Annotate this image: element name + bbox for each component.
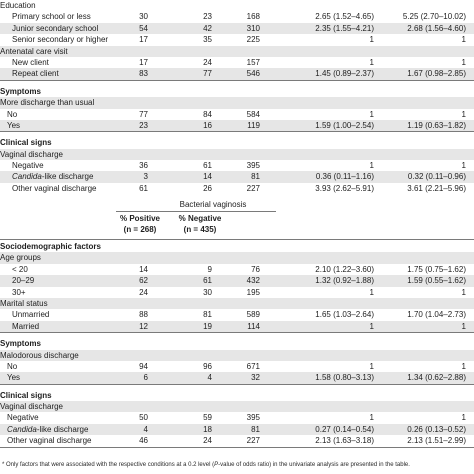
table-row — [0, 252, 474, 263]
cell-col-5: 1 — [461, 287, 466, 297]
cell-col-1: 4 — [143, 424, 148, 434]
table-row — [0, 401, 474, 412]
row-label: Senior secondary or higher — [12, 35, 109, 45]
cell-col-3: 168 — [246, 12, 260, 22]
cell-col-1: 14 — [139, 264, 148, 274]
cell-col-4: 1 — [369, 287, 374, 297]
cell-col-2: 24 — [203, 57, 212, 67]
cell-col-2: 4 — [207, 373, 212, 383]
cell-col-4: 1 — [369, 161, 374, 171]
row-label-rest: -like discharge — [36, 424, 89, 434]
table-row — [0, 361, 474, 372]
table-row — [0, 298, 474, 309]
cell-col-4: 1.45 (0.89–2.37) — [315, 69, 374, 79]
cell-col-4: 1 — [369, 413, 374, 423]
table-row — [0, 390, 474, 401]
row-label: Symptoms — [0, 339, 41, 349]
cell-col-1: 62 — [139, 276, 148, 286]
cell-col-4: 1 — [369, 361, 374, 371]
cell-col-2: 26 — [203, 183, 212, 193]
bacterial-vaginosis-header — [0, 199, 474, 241]
cell-col-5: 1 — [461, 161, 466, 171]
cell-col-3: 395 — [246, 161, 260, 171]
cell-col-1: 12 — [139, 321, 148, 331]
row-label: Marital status — [0, 298, 48, 308]
cell-col-3: 227 — [246, 183, 260, 193]
cell-col-3: 76 — [251, 264, 260, 274]
cell-col-4: 1.65 (1.03–2.64) — [315, 310, 374, 320]
cell-col-3: 671 — [246, 361, 260, 371]
table-row — [0, 241, 474, 252]
table-row — [0, 412, 474, 423]
table-row — [0, 372, 474, 383]
row-label-italic: Candida — [12, 172, 42, 182]
row-label: Negative — [12, 161, 44, 171]
cell-col-4: 1 — [369, 321, 374, 331]
bv-positive-header — [112, 213, 168, 235]
table-row — [0, 11, 474, 22]
table-row — [0, 23, 474, 34]
cell-col-3: 81 — [251, 424, 260, 434]
table-row — [0, 424, 474, 435]
cell-col-3: 310 — [246, 23, 260, 33]
cell-col-4: 1.58 (0.80–3.13) — [315, 373, 374, 383]
row-label: 30+ — [12, 287, 26, 297]
cell-col-5: 1.19 (0.63–1.82) — [407, 120, 466, 130]
cell-col-1: 23 — [139, 120, 148, 130]
cell-col-4: 2.35 (1.55–4.21) — [315, 23, 374, 33]
table-row — [0, 0, 474, 11]
cell-col-5: 1 — [461, 321, 466, 331]
table-row — [0, 109, 474, 120]
footnote-prefix: * Only factors that were associated with the respective conditions at a 0.2 level ( — [2, 462, 215, 468]
table-row — [0, 34, 474, 45]
row-label: New client — [12, 57, 49, 67]
cell-col-5: 5.25 (2.70–10.02) — [402, 12, 466, 22]
table-row — [0, 46, 474, 57]
cell-col-5: 1 — [461, 361, 466, 371]
row-label-rest: -like discharge — [41, 172, 94, 182]
table-row — [0, 97, 474, 108]
cell-col-5: 2.13 (1.51–2.99) — [407, 436, 466, 446]
table-row — [0, 120, 474, 131]
table-row — [0, 137, 474, 148]
row-label: 20–29 — [12, 276, 35, 286]
table-row — [0, 68, 474, 79]
cell-col-1: 30 — [139, 12, 148, 22]
cell-col-1: 88 — [139, 310, 148, 320]
cell-col-1: 17 — [139, 57, 148, 67]
table-row — [0, 309, 474, 320]
cell-col-2: 16 — [203, 120, 212, 130]
row-label: No — [7, 109, 18, 119]
cell-col-4: 1 — [369, 57, 374, 67]
row-label: Malodorous discharge — [0, 350, 79, 360]
footnote-italic: P — [214, 462, 219, 468]
table-footnote — [2, 461, 474, 470]
table-row — [0, 287, 474, 298]
bv-positive-n: (n = 268) — [123, 225, 157, 234]
cell-col-5: 1 — [461, 35, 466, 45]
cell-col-2: 59 — [203, 413, 212, 423]
bv-negative-n: (n = 435) — [183, 225, 217, 234]
cell-col-3: 395 — [246, 413, 260, 423]
row-label: Repeat client — [12, 69, 59, 79]
row-label: Education — [0, 1, 36, 10]
cell-col-2: 9 — [207, 264, 212, 274]
cell-col-2: 81 — [203, 310, 212, 320]
row-label — [12, 171, 93, 182]
cell-col-2: 96 — [203, 361, 212, 371]
table-row — [0, 171, 474, 182]
bv-title-rule — [116, 211, 276, 212]
cell-col-5: 1.67 (0.98–2.85) — [407, 69, 466, 79]
cell-col-3: 119 — [247, 120, 260, 130]
row-label: Clinical signs — [0, 390, 52, 400]
table-row — [0, 86, 474, 97]
cell-col-1: 54 — [139, 23, 148, 33]
bv-positive-label: % Positive — [119, 214, 160, 223]
table-row — [0, 435, 474, 447]
table-row — [0, 321, 474, 332]
cell-col-3: 195 — [246, 287, 260, 297]
row-label-italic: Candida — [7, 424, 37, 434]
row-label: Age groups — [0, 253, 41, 263]
cell-col-5: 1.59 (0.55–1.62) — [407, 276, 466, 286]
cell-col-1: 46 — [139, 436, 148, 446]
cell-col-1: 17 — [139, 35, 148, 45]
table-row — [0, 350, 474, 361]
bv-negative-label: % Negative — [178, 214, 222, 223]
cell-col-5: 1 — [461, 57, 466, 67]
cell-col-3: 589 — [246, 310, 260, 320]
row-label: Negative — [7, 413, 39, 423]
cell-col-1: 94 — [139, 361, 148, 371]
table-row — [0, 338, 474, 349]
cell-col-5: 1.75 (0.75–1.62) — [407, 264, 466, 274]
cell-col-4: 1.32 (0.92–1.88) — [315, 276, 374, 286]
cell-col-5: 3.61 (2.21–5.96) — [407, 183, 466, 193]
cell-col-2: 30 — [203, 287, 212, 297]
cell-col-5: 1 — [461, 413, 466, 423]
row-label: Other vaginal discharge — [7, 436, 92, 446]
cell-col-4: 1.59 (1.00–2.54) — [315, 120, 374, 130]
cell-col-3: 227 — [246, 436, 260, 446]
cell-col-5: 0.26 (0.13–0.52) — [407, 424, 466, 434]
row-label: More discharge than usual — [0, 98, 95, 108]
cell-col-3: 225 — [246, 35, 260, 45]
table-bottom-section — [0, 241, 474, 448]
cell-col-1: 6 — [143, 373, 148, 383]
cell-col-3: 81 — [251, 172, 260, 182]
row-label: Clinical signs — [0, 138, 52, 148]
cell-col-2: 19 — [203, 321, 212, 331]
cell-col-2: 23 — [203, 12, 212, 22]
row-label — [7, 424, 88, 435]
cell-col-4: 0.27 (0.14–0.54) — [315, 424, 374, 434]
row-label: No — [7, 361, 18, 371]
cell-col-2: 61 — [203, 276, 212, 286]
cell-col-2: 18 — [203, 424, 212, 434]
row-label: Vaginal discharge — [0, 149, 64, 159]
cell-col-4: 3.93 (2.62–5.91) — [315, 183, 374, 193]
cell-col-2: 61 — [203, 161, 212, 171]
cell-col-1: 36 — [139, 161, 148, 171]
bv-header-rule — [0, 239, 474, 240]
cell-col-1: 61 — [139, 183, 148, 193]
row-label: Yes — [7, 373, 21, 383]
cell-col-1: 83 — [139, 69, 148, 79]
table-row — [0, 57, 474, 68]
row-label: < 20 — [12, 264, 28, 274]
row-label: Sociodemographic factors — [0, 242, 101, 251]
table-row — [0, 275, 474, 286]
cell-col-1: 24 — [139, 287, 148, 297]
cell-col-3: 546 — [246, 69, 260, 79]
cell-col-3: 32 — [251, 373, 260, 383]
cell-col-2: 84 — [203, 109, 212, 119]
table-top-section — [0, 0, 474, 194]
cell-col-4: 2.13 (1.63–3.18) — [315, 436, 374, 446]
cell-col-1: 3 — [143, 172, 148, 182]
cell-col-4: 2.65 (1.52–4.65) — [315, 12, 374, 22]
cell-col-2: 42 — [203, 23, 212, 33]
row-label: Unmarried — [12, 310, 50, 320]
table-row — [0, 264, 474, 275]
row-label: Antenatal care visit — [0, 46, 68, 56]
cell-col-5: 2.68 (1.56–4.60) — [407, 23, 466, 33]
row-label: Other vaginal discharge — [12, 183, 97, 193]
row-label: Primary school or less — [12, 12, 91, 22]
cell-col-5: 1.70 (1.04–2.73) — [407, 310, 466, 320]
cell-col-4: 0.36 (0.11–1.16) — [315, 172, 374, 182]
cell-col-2: 14 — [203, 172, 212, 182]
cell-col-5: 0.32 (0.11–0.96) — [407, 172, 466, 182]
cell-col-2: 35 — [203, 35, 212, 45]
cell-col-4: 2.10 (1.22–3.60) — [315, 264, 374, 274]
cell-col-3: 157 — [246, 57, 260, 67]
cell-col-3: 114 — [247, 321, 260, 331]
table-row — [0, 183, 474, 194]
cell-col-4: 1 — [369, 109, 374, 119]
cell-col-5: 1.34 (0.62–2.88) — [407, 373, 466, 383]
table-row — [0, 149, 474, 160]
cell-col-1: 50 — [139, 413, 148, 423]
footnote-suffix: -value of odds ratio) in the univariate analysis are presented in the table. — [218, 462, 410, 468]
table-row — [0, 160, 474, 171]
bv-negative-header — [170, 213, 230, 235]
cell-col-3: 584 — [246, 109, 260, 119]
cell-col-2: 24 — [203, 436, 212, 446]
row-label: Vaginal discharge — [0, 402, 64, 412]
cell-col-4: 1 — [369, 35, 374, 45]
cell-col-5: 1 — [461, 109, 466, 119]
cell-col-3: 432 — [246, 276, 260, 286]
bv-title: Bacterial vaginosis — [179, 200, 247, 209]
cell-col-2: 77 — [203, 69, 212, 79]
row-label: Symptoms — [0, 86, 41, 96]
row-label: Junior secondary school — [12, 23, 99, 33]
row-label: Yes — [7, 120, 21, 130]
row-label: Married — [12, 321, 40, 331]
cell-col-1: 77 — [139, 109, 148, 119]
